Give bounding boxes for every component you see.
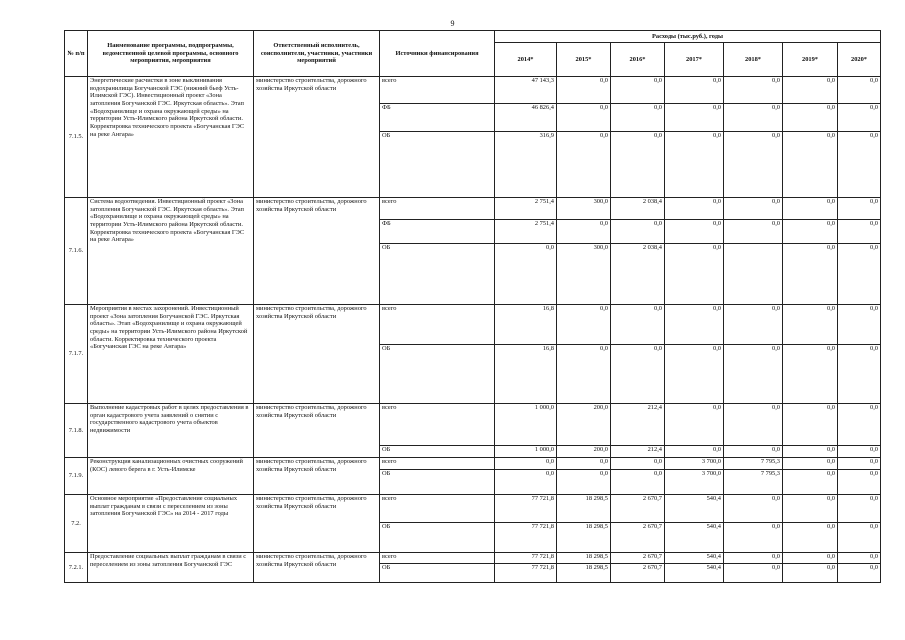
funding-source: ОБ xyxy=(380,470,495,495)
funding-source: ОБ xyxy=(380,345,495,404)
measure-name: Система водоотведения. Инвестиционный проект «Зона затопления Богучанской ГЭС. Иркутская область». Этап «Водохранилище и охрана окружающей среды» на территории Усть-Илимского района Иркутской области. Корректировка технического проекта «Богучанская ГЭС на реке Ангара» xyxy=(88,198,254,305)
funding-source: всего xyxy=(380,305,495,345)
expense-value: 77 721,8 xyxy=(495,495,557,523)
expense-value: 47 143,3 xyxy=(495,77,557,104)
expense-value: 0,0 xyxy=(611,458,665,470)
expense-value: 2 751,4 xyxy=(495,198,557,220)
expense-value: 0,0 xyxy=(838,77,881,104)
header-name: Наименование программы, подпрограммы, ведомственной целевой программы, основного мероприятия, мероприятия xyxy=(88,31,254,77)
expense-value: 0,0 xyxy=(838,345,881,404)
expense-value: 0,0 xyxy=(724,446,783,458)
expense-value: 0,0 xyxy=(611,305,665,345)
expense-value: 18 298,5 xyxy=(557,553,611,564)
expense-value: 0,0 xyxy=(838,244,881,305)
expense-value: 300,0 xyxy=(557,198,611,220)
expense-value: 0,0 xyxy=(838,198,881,220)
row-number: 7.1.7. xyxy=(65,305,88,404)
expense-value: 0,0 xyxy=(557,458,611,470)
funding-source: ФБ xyxy=(380,104,495,132)
expense-value: 0,0 xyxy=(611,345,665,404)
expense-value: 0,0 xyxy=(838,305,881,345)
expense-value: 0,0 xyxy=(724,220,783,244)
expense-value: 0,0 xyxy=(611,470,665,495)
expense-value: 0,0 xyxy=(665,132,724,198)
measure-name: Предоставление социальных выплат гражданам в связи с переселением из зоны затопления Богучанской ГЭС xyxy=(88,553,254,583)
expense-value: 77 721,8 xyxy=(495,564,557,583)
funding-source: всего xyxy=(380,553,495,564)
expense-value: 0,0 xyxy=(724,132,783,198)
expense-value: 77 721,8 xyxy=(495,553,557,564)
expense-value: 0,0 xyxy=(724,564,783,583)
expense-value: 2 670,7 xyxy=(611,553,665,564)
header-expenses: Расходы (тыс.руб.), годы xyxy=(495,31,881,43)
expense-value: 0,0 xyxy=(724,495,783,523)
expense-value: 300,0 xyxy=(557,244,611,305)
expense-value: 0,0 xyxy=(495,244,557,305)
expense-value: 0,0 xyxy=(783,553,838,564)
expense-value: 540,4 xyxy=(665,495,724,523)
table-row xyxy=(65,495,881,523)
funding-source: всего xyxy=(380,458,495,470)
measure-name: Основное мероприятие «Предоставление социальных выплат гражданам в связи с переселением из зоны затопления Богучанской ГЭС» на 2014 - 2017 годы xyxy=(88,495,254,553)
row-number: 7.2.1. xyxy=(65,553,88,583)
expense-value: 0,0 xyxy=(724,553,783,564)
expense-value: 0,0 xyxy=(611,104,665,132)
expense-value: 16,8 xyxy=(495,345,557,404)
expense-value: 0,0 xyxy=(724,198,783,220)
expense-value: 0,0 xyxy=(611,220,665,244)
expense-value: 0,0 xyxy=(783,470,838,495)
expense-value: 0,0 xyxy=(783,564,838,583)
expense-value: 0,0 xyxy=(665,77,724,104)
expense-value: 316,9 xyxy=(495,132,557,198)
expense-value: 0,0 xyxy=(557,104,611,132)
expense-value: 0,0 xyxy=(783,458,838,470)
expense-value: 540,4 xyxy=(665,553,724,564)
expense-value: 0,0 xyxy=(611,77,665,104)
expense-value: 77 721,8 xyxy=(495,523,557,553)
table-row xyxy=(65,305,881,345)
expense-value: 0,0 xyxy=(838,458,881,470)
header-source: Источники финансирования xyxy=(380,31,495,77)
header-num: № п/п xyxy=(65,31,88,77)
expense-value: 2 038,4 xyxy=(611,244,665,305)
expense-value: 3 700,0 xyxy=(665,458,724,470)
funding-source: всего xyxy=(380,495,495,523)
expense-value: 0,0 xyxy=(724,77,783,104)
expense-value: 1 000,0 xyxy=(495,404,557,446)
expense-value: 540,4 xyxy=(665,564,724,583)
expense-value: 200,0 xyxy=(557,404,611,446)
expense-value: 1 000,0 xyxy=(495,446,557,458)
expense-value: 0,0 xyxy=(783,77,838,104)
expense-value: 0,0 xyxy=(724,345,783,404)
row-number: 7.1.6. xyxy=(65,198,88,305)
expense-value: 0,0 xyxy=(665,345,724,404)
expense-value: 18 298,5 xyxy=(557,523,611,553)
expense-value: 0,0 xyxy=(724,104,783,132)
executor: министерство строительства, дорожного хозяйства Иркутской области xyxy=(254,495,380,553)
expense-value: 0,0 xyxy=(557,132,611,198)
expense-value: 0,0 xyxy=(783,446,838,458)
expense-value: 212,4 xyxy=(611,446,665,458)
expense-value: 18 298,5 xyxy=(557,495,611,523)
expense-value: 200,0 xyxy=(557,446,611,458)
expense-value: 0,0 xyxy=(838,220,881,244)
table-row xyxy=(65,404,881,446)
expense-value: 2 038,4 xyxy=(611,198,665,220)
expense-value: 0,0 xyxy=(783,404,838,446)
expense-value: 0,0 xyxy=(665,244,724,305)
expense-value: 2 670,7 xyxy=(611,564,665,583)
funding-source: ОБ xyxy=(380,523,495,553)
expense-value: 2 670,7 xyxy=(611,523,665,553)
expense-value: 0,0 xyxy=(838,132,881,198)
row-number: 7.1.5. xyxy=(65,77,88,198)
expense-value: 0,0 xyxy=(783,198,838,220)
row-number: 7.1.8. xyxy=(65,404,88,458)
executor: министерство строительства, дорожного хозяйства Иркутской области xyxy=(254,553,380,583)
expense-value: 3 700,0 xyxy=(665,470,724,495)
expense-value: 0,0 xyxy=(557,77,611,104)
expense-value: 16,8 xyxy=(495,305,557,345)
header-year: 2018* xyxy=(724,43,783,77)
expense-value xyxy=(724,244,783,305)
expense-value: 0,0 xyxy=(838,470,881,495)
measure-name: Реконструкция канализационных очистных сооружений (КОС) левого берега в г. Усть-Илимске xyxy=(88,458,254,495)
executor: министерство строительства, дорожного хозяйства Иркутской области xyxy=(254,198,380,305)
expense-value: 18 298,5 xyxy=(557,564,611,583)
expense-value: 7 795,3 xyxy=(724,470,783,495)
expense-value: 0,0 xyxy=(783,495,838,523)
expense-value: 0,0 xyxy=(557,470,611,495)
executor: министерство строительства, дорожного хозяйства Иркутской области xyxy=(254,458,380,495)
page-number: 9 xyxy=(450,19,455,28)
funding-source: всего xyxy=(380,198,495,220)
expense-value: 0,0 xyxy=(665,446,724,458)
expense-value: 0,0 xyxy=(557,220,611,244)
expense-value: 212,4 xyxy=(611,404,665,446)
table-row xyxy=(65,198,881,220)
funding-source: ОБ xyxy=(380,446,495,458)
expense-value: 0,0 xyxy=(557,345,611,404)
expense-value: 0,0 xyxy=(783,345,838,404)
expense-value: 0,0 xyxy=(665,220,724,244)
expense-value: 0,0 xyxy=(783,523,838,553)
measure-name: Мероприятия в местах захоронений. Инвестиционный проект «Зона затопления Богучанской ГЭС. Иркутская область». Этап «Водохранилище и охрана окружающей среды» на территории Усть-Илимского района Иркутской области. Корректировка технического проекта «Богучанская ГЭС на реке Ангара» xyxy=(88,305,254,404)
expense-value: 46 826,4 xyxy=(495,104,557,132)
table-row xyxy=(65,77,881,104)
row-number: 7.2. xyxy=(65,495,88,553)
expense-value: 0,0 xyxy=(495,470,557,495)
funding-source: всего xyxy=(380,77,495,104)
header-year: 2016* xyxy=(611,43,665,77)
expense-value: 0,0 xyxy=(838,523,881,553)
expense-value: 0,0 xyxy=(724,523,783,553)
expense-value: 2 751,4 xyxy=(495,220,557,244)
funding-source: всего xyxy=(380,404,495,446)
expense-value: 0,0 xyxy=(724,305,783,345)
expense-value: 0,0 xyxy=(611,132,665,198)
expense-value: 0,0 xyxy=(838,564,881,583)
expense-value: 0,0 xyxy=(665,104,724,132)
funding-source: ОБ xyxy=(380,132,495,198)
expense-value: 0,0 xyxy=(838,553,881,564)
expense-value: 0,0 xyxy=(665,198,724,220)
measure-name: Энергетические расчистки в зоне выклинивания водохранилища Богучанской ГЭС (нижний бьеф Усть-Илимской ГЭС). Инвестиционный проект «Зона затопления Богучанской ГЭС. Иркутская область». Этап «Водохранилище и охрана окружающей среды» на территории Усть-Илимского района Иркутской области. Корректировка технического проекта «Богучанская ГЭС на реке Ангара» xyxy=(88,77,254,198)
expense-value: 0,0 xyxy=(665,404,724,446)
row-number: 7.1.9. xyxy=(65,458,88,495)
executor: министерство строительства, дорожного хозяйства Иркутской области xyxy=(254,77,380,198)
expense-value: 0,0 xyxy=(557,305,611,345)
expense-value: 0,0 xyxy=(783,132,838,198)
funding-source: ФБ xyxy=(380,220,495,244)
header-year: 2020* xyxy=(838,43,881,77)
expense-value: 0,0 xyxy=(838,446,881,458)
expense-value: 0,0 xyxy=(838,495,881,523)
expense-value: 0,0 xyxy=(724,404,783,446)
expense-value: 0,0 xyxy=(783,244,838,305)
funding-source: ОБ xyxy=(380,564,495,583)
executor: министерство строительства, дорожного хозяйства Иркутской области xyxy=(254,404,380,458)
table-row xyxy=(65,553,881,564)
expense-value: 0,0 xyxy=(495,458,557,470)
expense-value: 0,0 xyxy=(838,404,881,446)
header-executor: Ответственный исполнитель, соисполнители, участники, участники мероприятий xyxy=(254,31,380,77)
header-year: 2019* xyxy=(783,43,838,77)
expense-value: 0,0 xyxy=(838,104,881,132)
funding-source: ОБ xyxy=(380,244,495,305)
financing-table xyxy=(64,30,881,583)
expense-value: 0,0 xyxy=(783,104,838,132)
expense-value: 540,4 xyxy=(665,523,724,553)
executor: министерство строительства, дорожного хозяйства Иркутской области xyxy=(254,305,380,404)
header-year: 2017* xyxy=(665,43,724,77)
expense-value: 2 670,7 xyxy=(611,495,665,523)
expense-value: 0,0 xyxy=(783,220,838,244)
measure-name: Выполнение кадастровых работ в целях предоставления в орган кадастрового учета заявлений о снятии с государственного кадастрового учета объектов недвижимости xyxy=(88,404,254,458)
header-year: 2015* xyxy=(557,43,611,77)
table-row xyxy=(65,458,881,470)
expense-value: 7 795,3 xyxy=(724,458,783,470)
expense-value: 0,0 xyxy=(783,305,838,345)
header-year: 2014* xyxy=(495,43,557,77)
expense-value: 0,0 xyxy=(665,305,724,345)
